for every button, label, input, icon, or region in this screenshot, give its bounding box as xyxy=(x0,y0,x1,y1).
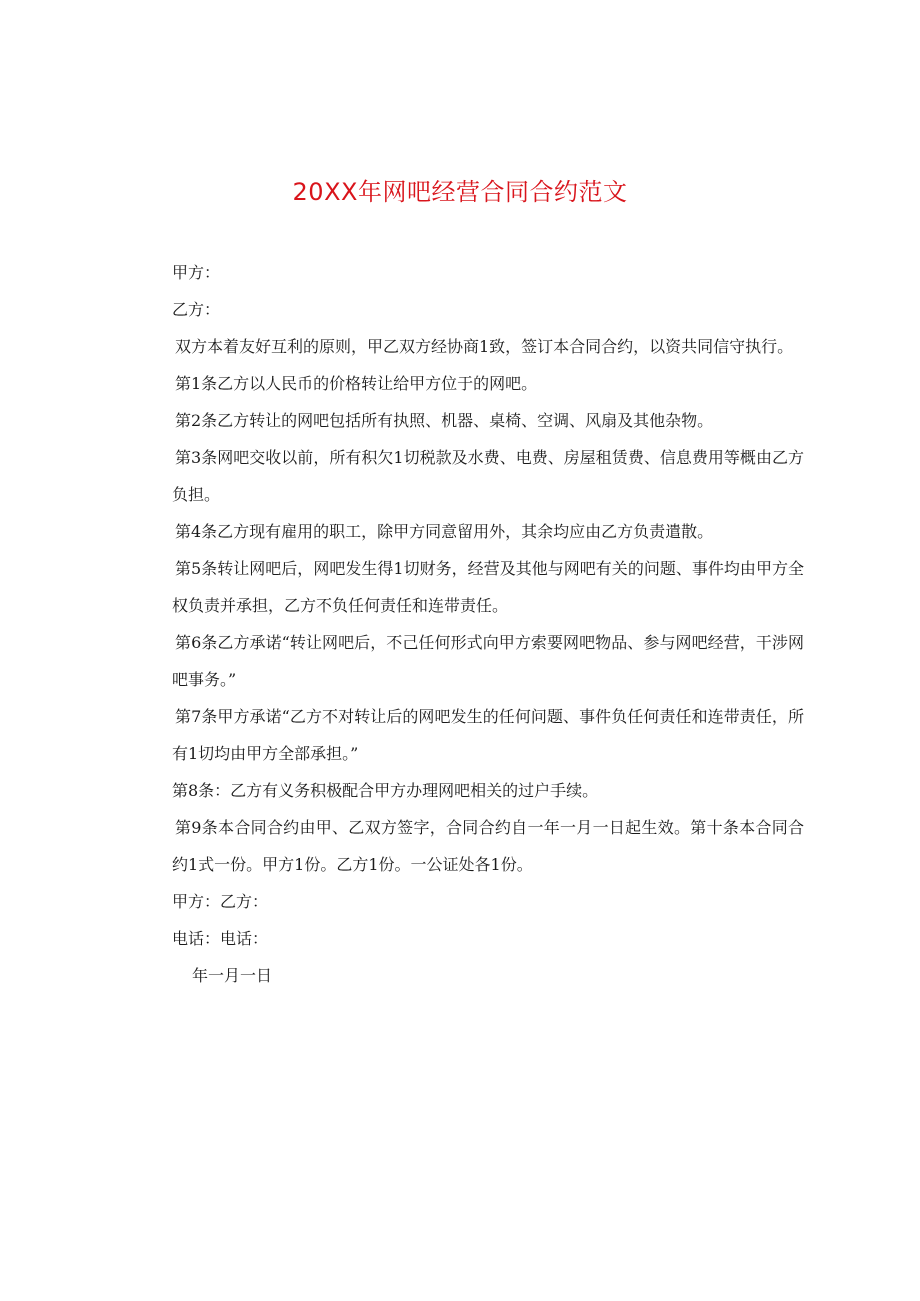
clause-2: 第2条乙方转让的网吧包括所有执照、机器、桌椅、空调、风扇及其他杂物。 xyxy=(175,411,714,430)
clause-9: 第9条本合同合约由甲、乙双方签字，合同合约自一年一月一日起生效。第十条本合同合约1式一份。甲方1份。乙方1份。一公证处各1份。 xyxy=(172,818,804,874)
clause-5: 第5条转让网吧后，网吧发生得1切财务，经营及其他与网吧有关的问题、事件均由甲方全权负责并承担，乙方不负任何责任和连带责任。 xyxy=(172,559,804,615)
signature-line: 甲方：乙方： xyxy=(172,892,269,911)
date-line: 年一月一日 xyxy=(192,966,273,985)
clause-3: 第3条网吧交收以前，所有积欠1切税款及水费、电费、房屋租赁费、信息费用等概由乙方负担。 xyxy=(172,448,804,504)
party-b-line: 乙方： xyxy=(172,300,221,319)
clause-1: 第1条乙方以人民币的价格转让给甲方位于的网吧。 xyxy=(175,374,538,393)
clause-4: 第4条乙方现有雇用的职工，除甲方同意留用外，其余均应由乙方负责遣散。 xyxy=(175,522,714,541)
clause-6: 第6条乙方承诺“转让网吧后，不己任何形式向甲方索要网吧物品、参与网吧经营，干涉网吧事务。” xyxy=(172,633,804,689)
party-a-line: 甲方： xyxy=(172,263,221,282)
preamble-paragraph: 双方本着友好互利的原则，甲乙双方经协商1致，签订本合同合约，以资共同信守执行。 xyxy=(175,337,794,356)
clause-7: 第7条甲方承诺“乙方不对转让后的网吧发生的任何问题、事件负任何责任和连带责任，所有1切均由甲方全部承担。” xyxy=(172,707,804,763)
clause-8: 第8条：乙方有义务积极配合甲方办理网吧相关的过户手续。 xyxy=(172,781,599,800)
phone-line: 电话：电话： xyxy=(172,929,269,948)
document-body xyxy=(172,254,804,994)
document-title: 20XX年网吧经营合同合约范文 xyxy=(292,178,628,206)
